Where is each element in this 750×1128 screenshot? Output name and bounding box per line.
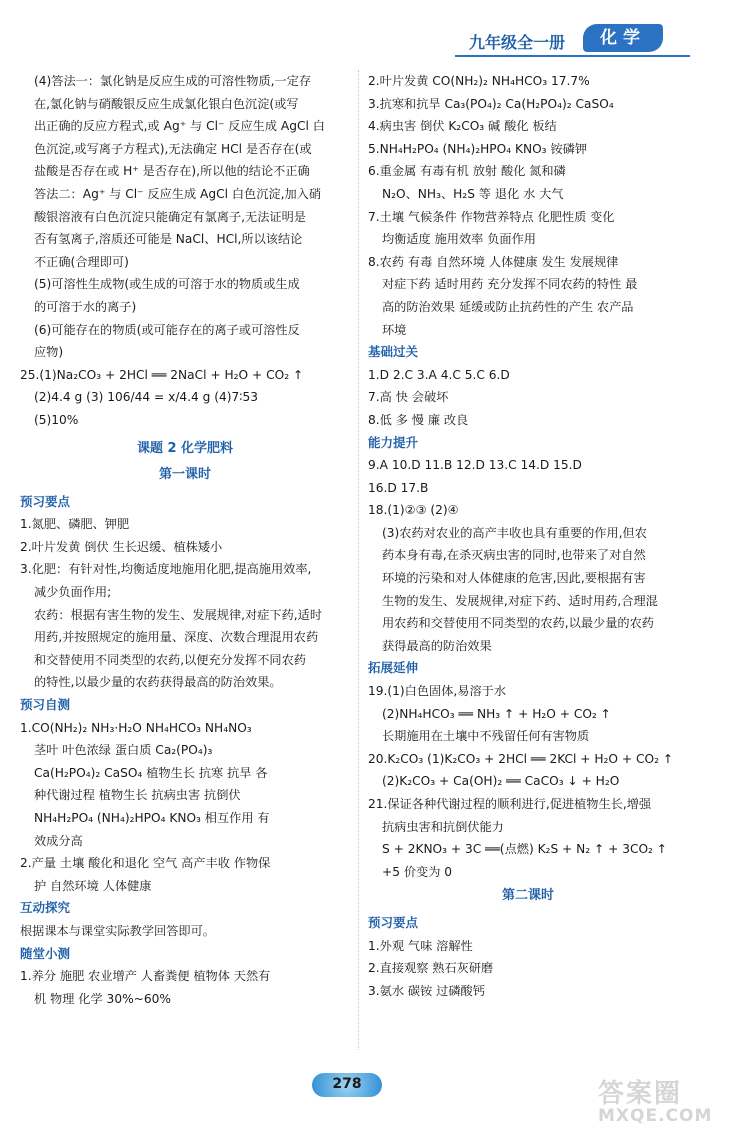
answer-line: NH₄H₂PO₄ (NH₄)₂HPO₄ KNO₃ 相互作用 有 (34, 811, 270, 825)
page-header (455, 24, 690, 60)
answer-line: Ca(H₂PO₄)₂ CaSO₄ 植物生长 抗寒 抗旱 各 (34, 765, 268, 780)
answer-line: N₂O、NH₃、H₂S 等 退化 水 大气 (382, 186, 564, 201)
answer-line: 茎叶 叶色浓绿 蛋白质 Ca₂(PO₄)₃ (34, 743, 213, 758)
section-heading: 随堂小测 (20, 945, 71, 961)
answer-line: +5 价变为 0 (382, 864, 453, 879)
answer-line: 药本身有毒,在杀灭病虫害的同时,也带来了对自然 (382, 548, 646, 563)
lesson-title: 课题 2 化学肥料 (136, 440, 234, 456)
answer-line: 3.抗寒和抗旱 Ca₃(PO₄)₂ Ca(H₂PO₄)₂ CaSO₄ (368, 96, 614, 111)
answer-line: 2.直接观察 熟石灰研磨 (368, 961, 494, 976)
answer-line: 和交替使用不同类型的农药,以便充分发挥不同农药 (34, 652, 306, 667)
answer-line: 8.农药 有毒 自然环境 人体健康 发生 发展规律 (368, 254, 619, 269)
answer-line: (2)K₂CO₃ + Ca(OH)₂ ══ CaCO₃ ↓ + H₂O (382, 774, 620, 789)
answer-line: 获得最高的防治效果 (382, 638, 492, 653)
answer-line: 机 物理 化学 30%~60% (34, 991, 171, 1006)
answer-line: 长期施用在土壤中不残留任何有害物质 (382, 729, 590, 744)
answer-line: 3.氨水 碳铵 过磷酸钙 (368, 983, 485, 998)
answer-line: (4)答法一：氯化钠是反应生成的可溶性物质,一定存 (34, 74, 312, 88)
answer-line: 农药：根据有害生物的发生、发展规律,对症下药,适时 (34, 607, 323, 622)
answer-line: 生物的发生、发展规律,对症下药、适时用药,合理混 (382, 593, 658, 608)
section-heading: 预习自测 (20, 697, 71, 713)
section-heading: 互动探究 (20, 900, 71, 916)
page-number: 278 (332, 1076, 362, 1092)
answer-line: 2.叶片发黄 CO(NH₂)₂ NH₄HCO₃ 17.7% (368, 74, 590, 88)
watermark-logo (598, 1073, 738, 1126)
answer-line: 1.氮肥、磷肥、钾肥 (20, 517, 130, 532)
answer-line: 答法二：Ag⁺ 与 Cl⁻ 反应生成 AgCl 白色沉淀,加入硝 (34, 186, 322, 201)
answer-line: 效成分高 (34, 833, 83, 848)
answer-line: 的可溶于水的离子) (34, 299, 137, 314)
answer-line: 色沉淀,或写离子方程式),无法确定 HCl 是否存在(或 (34, 141, 312, 156)
watermark-text: 答案圈 (598, 1079, 683, 1109)
answer-line: 18.(1)②③ (2)④ (368, 503, 459, 518)
answer-line: 的特性,以最少量的农药获得最高的防治效果。 (34, 675, 282, 690)
answer-line: 7.高 快 会破坏 (368, 390, 449, 405)
answer-line: 盐酸是否存在或 H⁺ 是否存在),所以他的结论不正确 (34, 164, 310, 179)
answer-line: S + 2KNO₃ + 3C ══(点燃) K₂S + N₂ ↑ + 3CO₂ ↑ (382, 842, 668, 857)
answer-line: 用农药和交替使用不同类型的农药,以最少量的农药 (382, 616, 654, 631)
answer-line: 21.保证各种代谢过程的顺利进行,促进植物生长,增强 (368, 797, 652, 811)
answer-line: 9.A 10.D 11.B 12.D 13.C 14.D 15.D (368, 458, 582, 473)
section-heading: 能力提升 (368, 434, 419, 450)
answer-line: 护 自然环境 人体健康 (34, 878, 152, 893)
answer-line: (2)4.4 g (3) 106/44 = x/4.4 g (4)7∶53 (34, 390, 258, 405)
answer-line: 1.D 2.C 3.A 4.C 5.C 6.D (368, 367, 510, 382)
header-rule (455, 55, 690, 57)
right-column (368, 70, 688, 1002)
answer-line: 种代谢过程 植物生长 抗病虫害 抗倒伏 (34, 788, 241, 803)
watermark-url: MXQE.COM (598, 1106, 713, 1126)
answer-line: 高的防治效果 延缓或防止抗药性的产生 农产品 (382, 299, 634, 314)
answer-line: 25.(1)Na₂CO₃ + 2HCl ══ 2NaCl + H₂O + CO₂ ↑ (20, 367, 304, 382)
left-column (20, 70, 350, 1010)
answer-line: (2)NH₄HCO₃ ══ NH₃ ↑ + H₂O + CO₂ ↑ (382, 706, 611, 721)
answer-line: 环境 (382, 322, 407, 337)
answer-line: 均衡适度 施用效率 负面作用 (382, 232, 536, 247)
answer-line: 不正确(合理即可) (34, 254, 129, 269)
section-heading: 预习要点 (20, 493, 71, 509)
answer-line: 19.(1)白色固体,易溶于水 (368, 684, 507, 699)
answer-line: 5.NH₄H₂PO₄ (NH₄)₂HPO₄ KNO₃ 铵磷钾 (368, 141, 588, 156)
lesson-title: 第二课时 (501, 888, 554, 904)
answer-line: 出正确的反应方程式,或 Ag⁺ 与 Cl⁻ 反应生成 AgCl 白 (34, 119, 325, 134)
answer-line: (3)农药对农业的高产丰收也具有重要的作用,但农 (382, 525, 647, 540)
page-number-badge (312, 1073, 382, 1097)
answer-line: 对症下药 适时用药 充分发挥不同农药的特性 最 (382, 277, 638, 292)
answer-line: 1.CO(NH₂)₂ NH₃·H₂O NH₄HCO₃ NH₄NO₃ (20, 720, 252, 735)
lesson-title: 第一课时 (158, 467, 211, 483)
answer-line: 否有氢离子,溶质还可能是 NaCl、HCl,所以该结论 (34, 232, 303, 247)
section-heading: 预习要点 (368, 914, 419, 930)
answer-line: 减少负面作用; (34, 585, 112, 600)
answer-line: (5)10% (34, 412, 79, 427)
answer-line: 抗病虫害和抗倒伏能力 (382, 819, 504, 834)
answer-line: 6.重金属 有毒有机 放射 酸化 氮和磷 (368, 164, 566, 179)
answer-line: 环境的污染和对人体健康的危害,因此,要根据有害 (382, 571, 646, 586)
answer-line: 1.养分 施肥 农业增产 人畜粪便 植物体 天然有 (20, 969, 271, 984)
answer-line: 2.叶片发黄 倒伏 生长迟缓、植株矮小 (20, 539, 223, 554)
answer-line: 根据课本与课堂实际教学回答即可。 (20, 923, 215, 938)
answer-line: (5)可溶性生成物(或生成的可溶于水的物质或生成 (34, 277, 300, 292)
answer-line: 7.土壤 气候条件 作物营养特点 化肥性质 变化 (368, 209, 615, 224)
answer-line: 酸银溶液有白色沉淀只能确定有氯离子,无法证明是 (34, 209, 306, 224)
answer-line: 16.D 17.B (368, 480, 429, 495)
answer-line: 8.低 多 慢 廉 改良 (368, 412, 469, 427)
answer-line: 应物) (34, 345, 64, 360)
answer-line: (6)可能存在的物质(或可能存在的离子或可溶性反 (34, 322, 300, 337)
answer-line: 3.化肥：有针对性,均衡适度地施用化肥,提高施用效率, (20, 562, 312, 577)
section-heading: 基础过关 (368, 344, 419, 360)
answer-line: 20.K₂CO₃ (1)K₂CO₃ + 2HCl ══ 2KCl + H₂O + CO₂ ↑ (368, 751, 674, 766)
answer-line: 用药,并按照规定的施用量、深度、次数合理混用农药 (34, 630, 319, 645)
section-heading: 拓展延伸 (368, 660, 419, 676)
answer-line: 1.外观 气味 溶解性 (368, 938, 473, 953)
answer-line: 2.产量 土壤 酸化和退化 空气 高产丰收 作物保 (20, 856, 271, 871)
subject-badge: 化学 (583, 24, 663, 52)
grade-label: 九年级全一册 (469, 33, 566, 52)
answer-line: 4.病虫害 倒伏 K₂CO₃ 碱 酸化 板结 (368, 119, 557, 134)
column-divider (358, 70, 359, 1050)
answer-line: 在,氯化钠与硝酸银反应生成氯化银白色沉淀(或写 (34, 96, 299, 111)
